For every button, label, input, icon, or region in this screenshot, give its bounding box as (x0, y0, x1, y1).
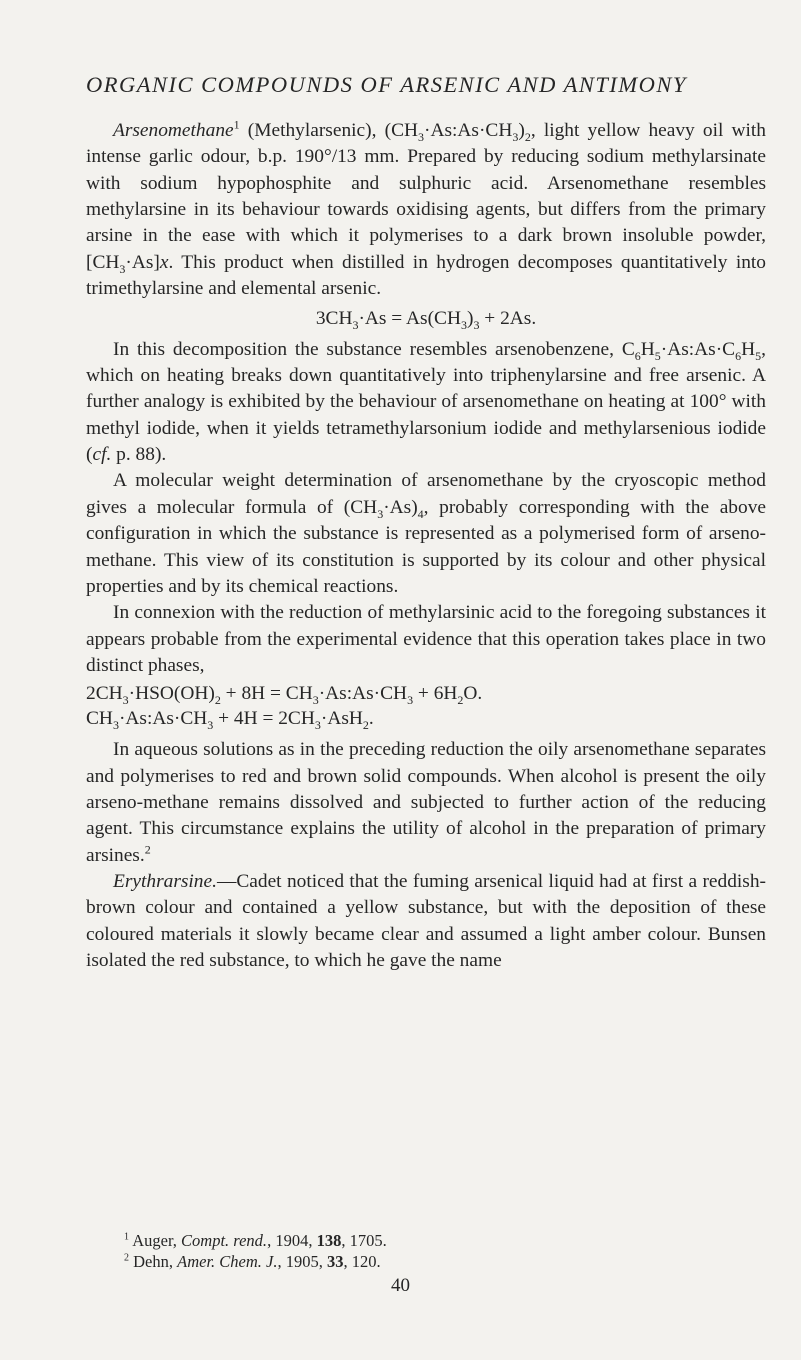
eq-text: ·As:As·CH (118, 708, 208, 730)
subscript: 3 (407, 693, 414, 708)
footnote-year: , 1905, (277, 1252, 327, 1271)
eq-text: + 6H (413, 683, 458, 705)
cf-abbrev: cf. (92, 444, 112, 466)
compound-name: Erythrarsine. (113, 870, 217, 892)
text-run: In connexion with the reduction of methylarsinic acid to the foregoing substances it appears probable from the experimental evidence that this operation takes place in two distinct phases, (86, 602, 766, 676)
text-run: H (640, 338, 655, 360)
variable-x: x (159, 251, 169, 273)
footnote-ref: 1 (233, 117, 240, 132)
paragraph-aqueous-solutions (86, 737, 766, 869)
subscript: 5 (654, 348, 661, 363)
subscript: 3 (460, 318, 467, 333)
eq-text: . (368, 708, 374, 730)
text-run: , probably corresponding with the above configuration in which the substance is represented as a polymerised form of arseno-methane. This view of its constitution is supported by its colour and other physical properties and by its chemical reactions. (86, 496, 767, 597)
footnote-2 (86, 1251, 766, 1272)
eq-text: ) (466, 308, 474, 330)
eq-text: + 8H = CH (220, 683, 313, 705)
text-run: ·As:As·CH (424, 120, 513, 141)
subscript: 4 (417, 506, 424, 521)
paragraph-arsenomethane (86, 118, 766, 302)
footnotes (86, 1230, 766, 1272)
subscript: 2 (524, 129, 531, 144)
text-run: ·As) (383, 496, 418, 518)
subscript: 2 (214, 693, 221, 708)
subscript: 3 (512, 129, 519, 144)
paragraph-reduction (86, 600, 766, 679)
footnote-1 (86, 1230, 766, 1251)
eq-text: 2CH (86, 683, 123, 705)
text-run: (Methylarsenic), (CH (239, 120, 419, 141)
footnote-volume: 138 (316, 1231, 342, 1250)
footnote-author: Dehn, (133, 1252, 178, 1271)
text-run: ) (518, 120, 525, 141)
eq-text: ·As = As(CH (358, 308, 461, 330)
footnote-page: , 120. (343, 1252, 381, 1271)
subscript: 3 (473, 318, 480, 333)
subscript: 6 (735, 348, 742, 363)
eq-text: O. (463, 683, 483, 705)
footnote-author: Auger, (132, 1231, 182, 1250)
subscript: 3 (314, 718, 321, 733)
text-run: In this decomposition the substance resembles arsenobenzene, C (113, 338, 635, 360)
text-run: —Cadet noticed that the fuming arsenical liquid had at first a reddish-brown colour and contained a yellow substance, but with the deposition of these coloured materials it slowly became clear and assumed a light amber colour. Bunsen isolated the red substance, to which he gave the name (86, 870, 766, 971)
subscript: 3 (119, 261, 126, 276)
footnote-journal: Amer. Chem. J. (177, 1252, 278, 1271)
body-text (86, 118, 766, 974)
text-run: H (741, 338, 756, 360)
paragraph-molecular-weight (86, 468, 766, 600)
equation-line-2 (86, 708, 374, 733)
subscript: 2 (457, 693, 464, 708)
footnote-number: 1 (124, 1231, 129, 1243)
eq-text: ·AsH (320, 708, 363, 730)
text-run: , light yellow heavy oil with intense garlic odour, b.p. 190°/13 mm. Prepared by reducing sodium methylarsinate with sodium hypophosphite and sulphuric acid. Arsenomethane resembles methylarsine in its behaviour towards oxidising agents, but differs from the primary arsine in the ease with which it polymerises to a dark brown insoluble powder, [CH (86, 120, 767, 273)
footnote-ref: 2 (144, 842, 151, 857)
text-run: ·As] (125, 251, 160, 273)
paragraph-decomposition (86, 337, 766, 469)
eq-text: ·As:As·CH (318, 683, 408, 705)
eq-text: CH (86, 708, 113, 730)
running-head: ORGANIC COMPOUNDS OF ARSENIC AND ANTIMONY (86, 72, 687, 97)
eq-text: + 4H = 2CH (213, 708, 315, 730)
subscript: 3 (377, 506, 384, 521)
subscript: 2 (362, 718, 369, 733)
text-run: , which on heating breaks down quantitatively into triphenylarsine and free arsenic. A further analogy is exhibited by the behaviour of arsenomethane on heating at 100° with methyl iodide, when it yields tetramethylarsonium iodide and methylarsenious iodide ( (86, 338, 766, 466)
text-run: p. 88). (111, 444, 167, 466)
footnote-page: , 1705. (341, 1231, 387, 1250)
subscript: 6 (634, 348, 641, 363)
eq-text: + 2As. (479, 308, 537, 330)
subscript: 3 (418, 129, 425, 144)
subscript: 3 (207, 718, 214, 733)
text-run: A molecular weight determination of arsenomethane by the cryoscopic method gives a molecular formula of (CH (86, 470, 766, 518)
footnote-number: 2 (124, 1252, 129, 1264)
text-run: In aqueous solutions as in the preceding reduction the oily arsenomethane separates and polymerises to red and brown solid compounds. When alcohol is present the oily arseno-methane remains dissolved and subjected to further action of the reducing agent. This circumstance explains the utility of alcohol in the preparation of primary arsines. (86, 739, 766, 866)
equation-reduction-phases (86, 681, 766, 731)
subscript: 3 (352, 318, 359, 333)
subscript: 5 (755, 348, 762, 363)
footnote-journal: Compt. rend. (181, 1231, 268, 1250)
footnote-volume: 33 (326, 1252, 344, 1271)
equation-line-1 (86, 683, 483, 708)
text-run: ·As:As·C (660, 338, 736, 360)
page-number: 40 (391, 1275, 410, 1296)
paragraph-erythrarsine (86, 869, 766, 974)
subscript: 3 (312, 693, 319, 708)
subscript: 3 (122, 693, 129, 708)
text-run: . This product when distilled in hydrogen decomposes quantitatively into trimethylarsine and elemental arsenic. (86, 251, 766, 300)
eq-text: ·HSO(OH) (128, 683, 215, 705)
subscript: 3 (112, 718, 119, 733)
eq-text: 3CH (315, 308, 353, 330)
compound-name: Arsenomethane (113, 120, 234, 141)
equation-decomposition (86, 306, 766, 332)
footnote-year: , 1904, (267, 1231, 317, 1250)
